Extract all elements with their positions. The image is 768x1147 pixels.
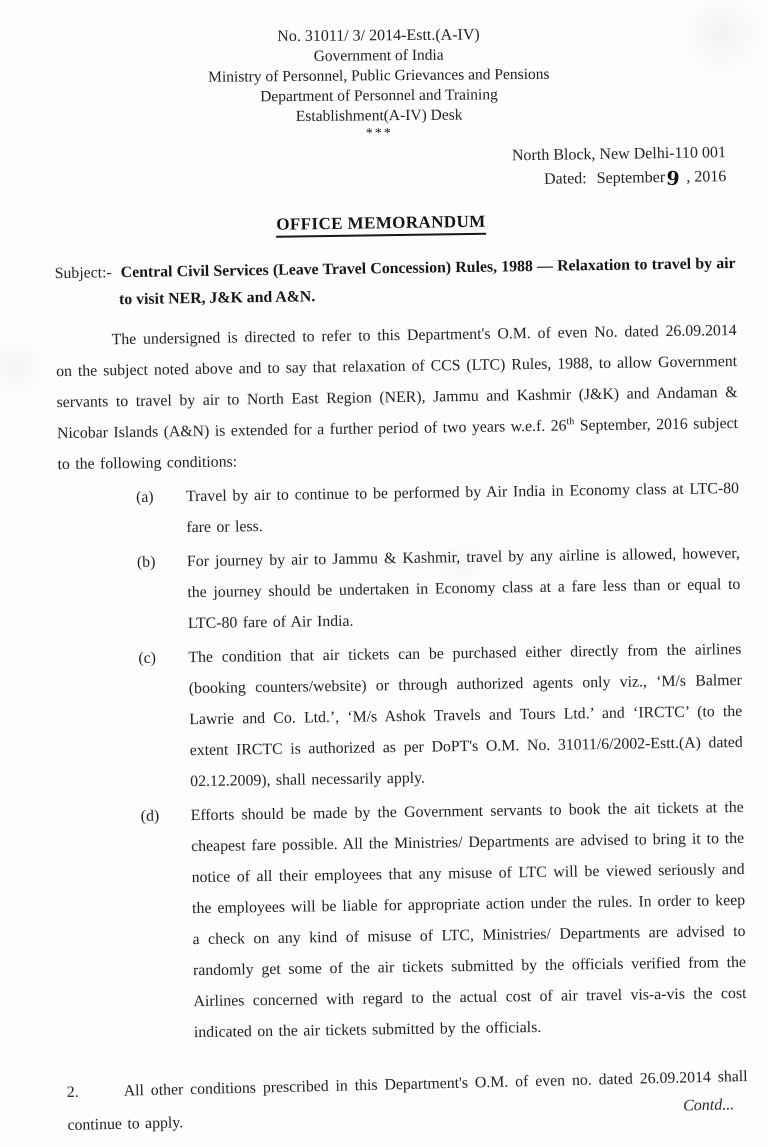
org-line-government: Government of India: [313, 46, 444, 65]
condition-text-b: For journey by air to Jammu & Kashmir, travel by any airline is allowed, however, the journey should be undertaken in Economy class at a fare less than or equal to LTC-80 fare of Air India.: [186, 544, 741, 633]
date-month: September: [596, 169, 666, 188]
ordinal-superscript: th: [566, 416, 575, 428]
closing-block: [66, 1060, 748, 1134]
paragraph-2-number: 2.: [66, 1083, 79, 1102]
date-label: Dated:: [543, 170, 587, 188]
condition-item-b: [59, 538, 741, 641]
condition-text-d: Efforts should be made by the Government servants to book the ait tickets at the cheapest fare possible. All the Ministries/ Departments are advised to bring it to the notice of all their employees that any misuse of LTC will be viewed seriously and the employees will be liable for appropriate action under the rules. In order to keep a check on any kind of misuse of LTC, Ministries/ Departments are advised to randomly get some of the air tickets submitted by the officials verified from the Airlines concerned with regard to the actual cost of air travel vis-a-vis the cost indicated on the air tickets submitted by the officials.: [190, 798, 747, 1042]
place-date-block: [0, 142, 764, 199]
title-row: [0, 208, 765, 242]
org-line-desk: Establishment(A-IV) Desk: [295, 106, 463, 125]
condition-item-c: [60, 634, 743, 799]
separator-stars: ***: [365, 126, 393, 142]
letterhead: [0, 23, 763, 146]
paragraph-1-text-after: September, 2016 subject to the following conditions:: [57, 414, 739, 474]
condition-item-a: [58, 473, 740, 545]
condition-label-d: (d): [140, 807, 160, 825]
reference-number: No. 31011/ 3/ 2014-Estt.(A-IV): [277, 26, 480, 46]
place-line: North Block, New Delhi-110 001: [511, 144, 727, 165]
condition-label-c: (c): [138, 649, 157, 667]
subject-label: Subject:-: [54, 264, 112, 283]
subject-line: [54, 250, 736, 314]
condition-label-b: (b): [136, 553, 156, 571]
paragraph-2-text: All other conditions prescribed in this Department's O.M. of even no. dated 26.09.2014 shall continue to apply.: [67, 1067, 748, 1134]
continued-marker: Contd...: [682, 1096, 735, 1115]
handwritten-day: 9: [665, 167, 681, 191]
subject-text: Central Civil Services (Leave Travel Concession) Rules, 1988 — Relaxation to travel by air to visit NER, J&K and A&N.: [118, 254, 736, 309]
paragraph-1-text-before: The undersigned is directed to refer to this Department's O.M. of even No. dated 26.09.2014 on the subject noted above and to say that relaxation of CCS (LTC) Rules, 1988, to allow Government servants to travel by air to North East Region (NER), Jammu and Kashmir (J&K) and Andaman & Nicobar Islands (A&N) is extended for a further period of two years w.e.f. 26: [56, 321, 738, 443]
document-title: OFFICE MEMORANDUM: [276, 212, 486, 238]
memo-body: [0, 250, 768, 1134]
paragraph-1: [55, 315, 738, 480]
condition-text-a: Travel by air to continue to be performed by Air India in Economy class at LTC-80 fare or less.: [185, 479, 740, 537]
org-line-department: Department of Personnel and Training: [260, 86, 498, 106]
condition-label-a: (a): [135, 488, 154, 506]
org-line-ministry: Ministry of Personnel, Public Grievances and Pensions: [208, 65, 550, 86]
date-year: , 2016: [686, 168, 727, 186]
condition-item-d: [63, 792, 748, 1050]
condition-text-c: The condition that air tickets can be purchased either directly from the airlines (booking counters/website) or through authorized agents only viz., ‘M/s Balmer Lawrie and Co. Ltd.’, ‘M/s Ashok Travels and Tours Ltd.’ and ‘IRCTC’ (to the extent IRCTC is authorized as per DoPT's O.M. No. 31011/6/2002-Estt.(A) dated 02.12.2009), shall necessarily apply.: [188, 640, 743, 791]
